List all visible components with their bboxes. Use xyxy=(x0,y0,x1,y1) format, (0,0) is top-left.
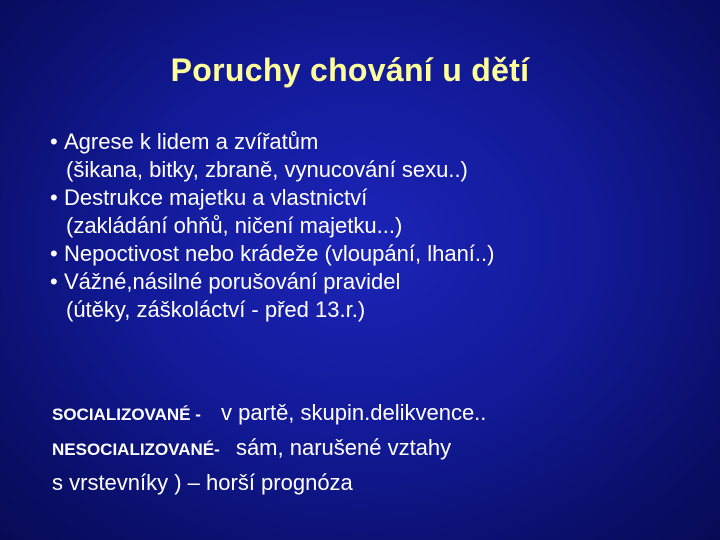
unsocialized-line xyxy=(52,431,692,466)
separator: - xyxy=(214,440,220,459)
bullet-icon: • xyxy=(50,185,58,210)
socialized-text: v partě, skupin.delikvence.. xyxy=(221,400,487,425)
slide-title: Poruchy chování u dětí xyxy=(170,52,530,88)
bullet-text: Destrukce majetku a vlastnictví xyxy=(64,185,368,210)
bullet-list xyxy=(50,128,690,324)
list-item xyxy=(50,184,690,240)
separator: - xyxy=(190,405,201,424)
list-item xyxy=(50,240,690,268)
bullet-text: Nepoctivost nebo krádeže (vloupání, lhaní..) xyxy=(64,241,495,266)
bullet-icon: • xyxy=(50,241,58,266)
bullet-subtext: (šikana, bitky, zbraně, vynucování sexu..) xyxy=(66,157,468,182)
list-item xyxy=(50,268,690,324)
bullet-subtext: (zakládání ohňů, ničení majetku...) xyxy=(66,213,403,238)
socialized-label: SOCIALIZOVANÉ xyxy=(52,405,191,424)
socialized-line xyxy=(52,396,692,431)
bullet-text: Agrese k lidem a zvířatům xyxy=(64,129,319,154)
bullet-icon: • xyxy=(50,129,58,154)
unsocialized-label: NESOCIALIZOVANÉ xyxy=(52,440,215,459)
classification-note xyxy=(52,396,692,499)
unsocialized-text: sám, narušené vztahy xyxy=(235,435,452,460)
list-item xyxy=(50,128,690,184)
bullet-icon: • xyxy=(50,269,58,294)
bullet-text: Vážné,násilné porušování pravidel xyxy=(64,269,401,294)
prognosis-line: s vrstevníky ) – horší prognóza xyxy=(52,470,353,495)
bullet-subtext: (útěky, záškoláctví - před 13.r.) xyxy=(66,297,366,322)
